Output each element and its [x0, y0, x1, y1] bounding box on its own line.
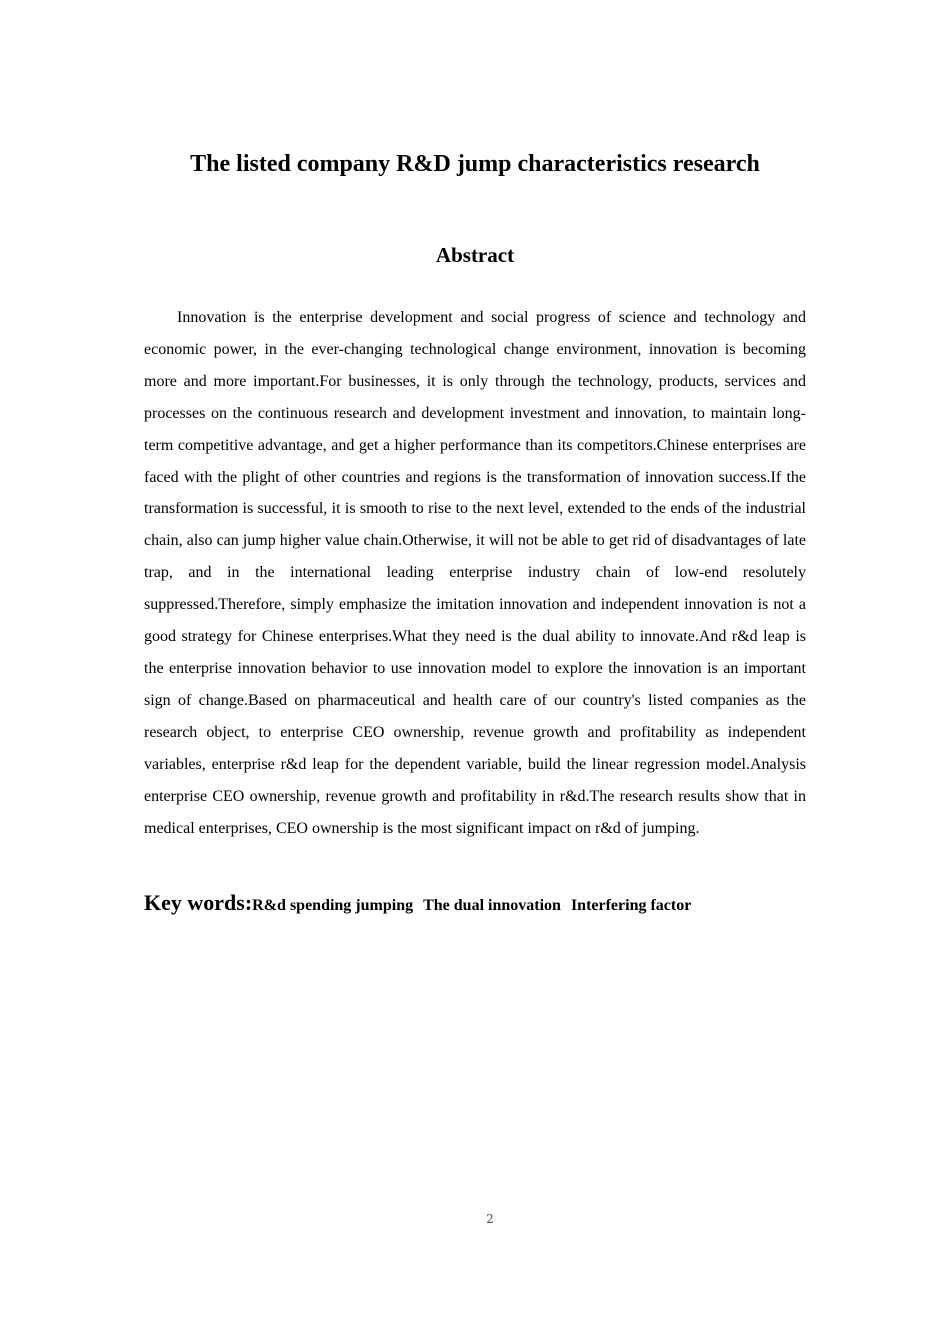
- abstract-heading: Abstract: [435, 243, 515, 267]
- keywords-label: Key words:: [144, 890, 253, 915]
- abstract-body: Innovation is the enterprise development and social progress of science and technology and economic power, in the ever-changing technological change environment, innovation is becoming more and more important.For businesses, it is only through the technology, products, services and processes on the continuous research and development investment and innovation, to maintain long-term competitive advantage, and get a higher performance than its competitors.Chinese enterprises are faced with the plight of other countries and regions is the transformation of innovation success.If the transformation is successful, it is smooth to rise to the next level, extended to the ends of the industrial chain, also can jump higher value chain.Otherwise, it will not be able to get rid of disadvantages of late trap, and in the international leading enterprise industry chain of low-end resolutely suppressed.Therefore, simply emphasize the imitation innovation and independent innovation is not a good strategy for Chinese enterprises.What they need is the dual ability to innovate.And r&d leap is the enterprise innovation behavior to use innovation model to explore the innovation is an important sign of change.Based on pharmaceutical and health care of our country's listed companies as the research object, to enterprise CEO ownership, revenue growth and profitability as independent variables, enterprise r&d leap for the dependent variable, build the linear regression model.Analysis enterprise CEO ownership, revenue growth and profitability in r&d.The research results show that in medical enterprises, CEO ownership is the most significant impact on r&d of jumping.: [144, 309, 806, 837]
- page-number: 2: [486, 1212, 494, 1226]
- keyword-item: R&d spending jumping: [252, 897, 414, 914]
- keywords-line: [144, 890, 844, 916]
- keyword-item: The dual innovation: [423, 897, 561, 914]
- keyword-item: Interfering factor: [570, 897, 692, 914]
- document-title: The listed company R&D jump characteristics research: [190, 151, 760, 177]
